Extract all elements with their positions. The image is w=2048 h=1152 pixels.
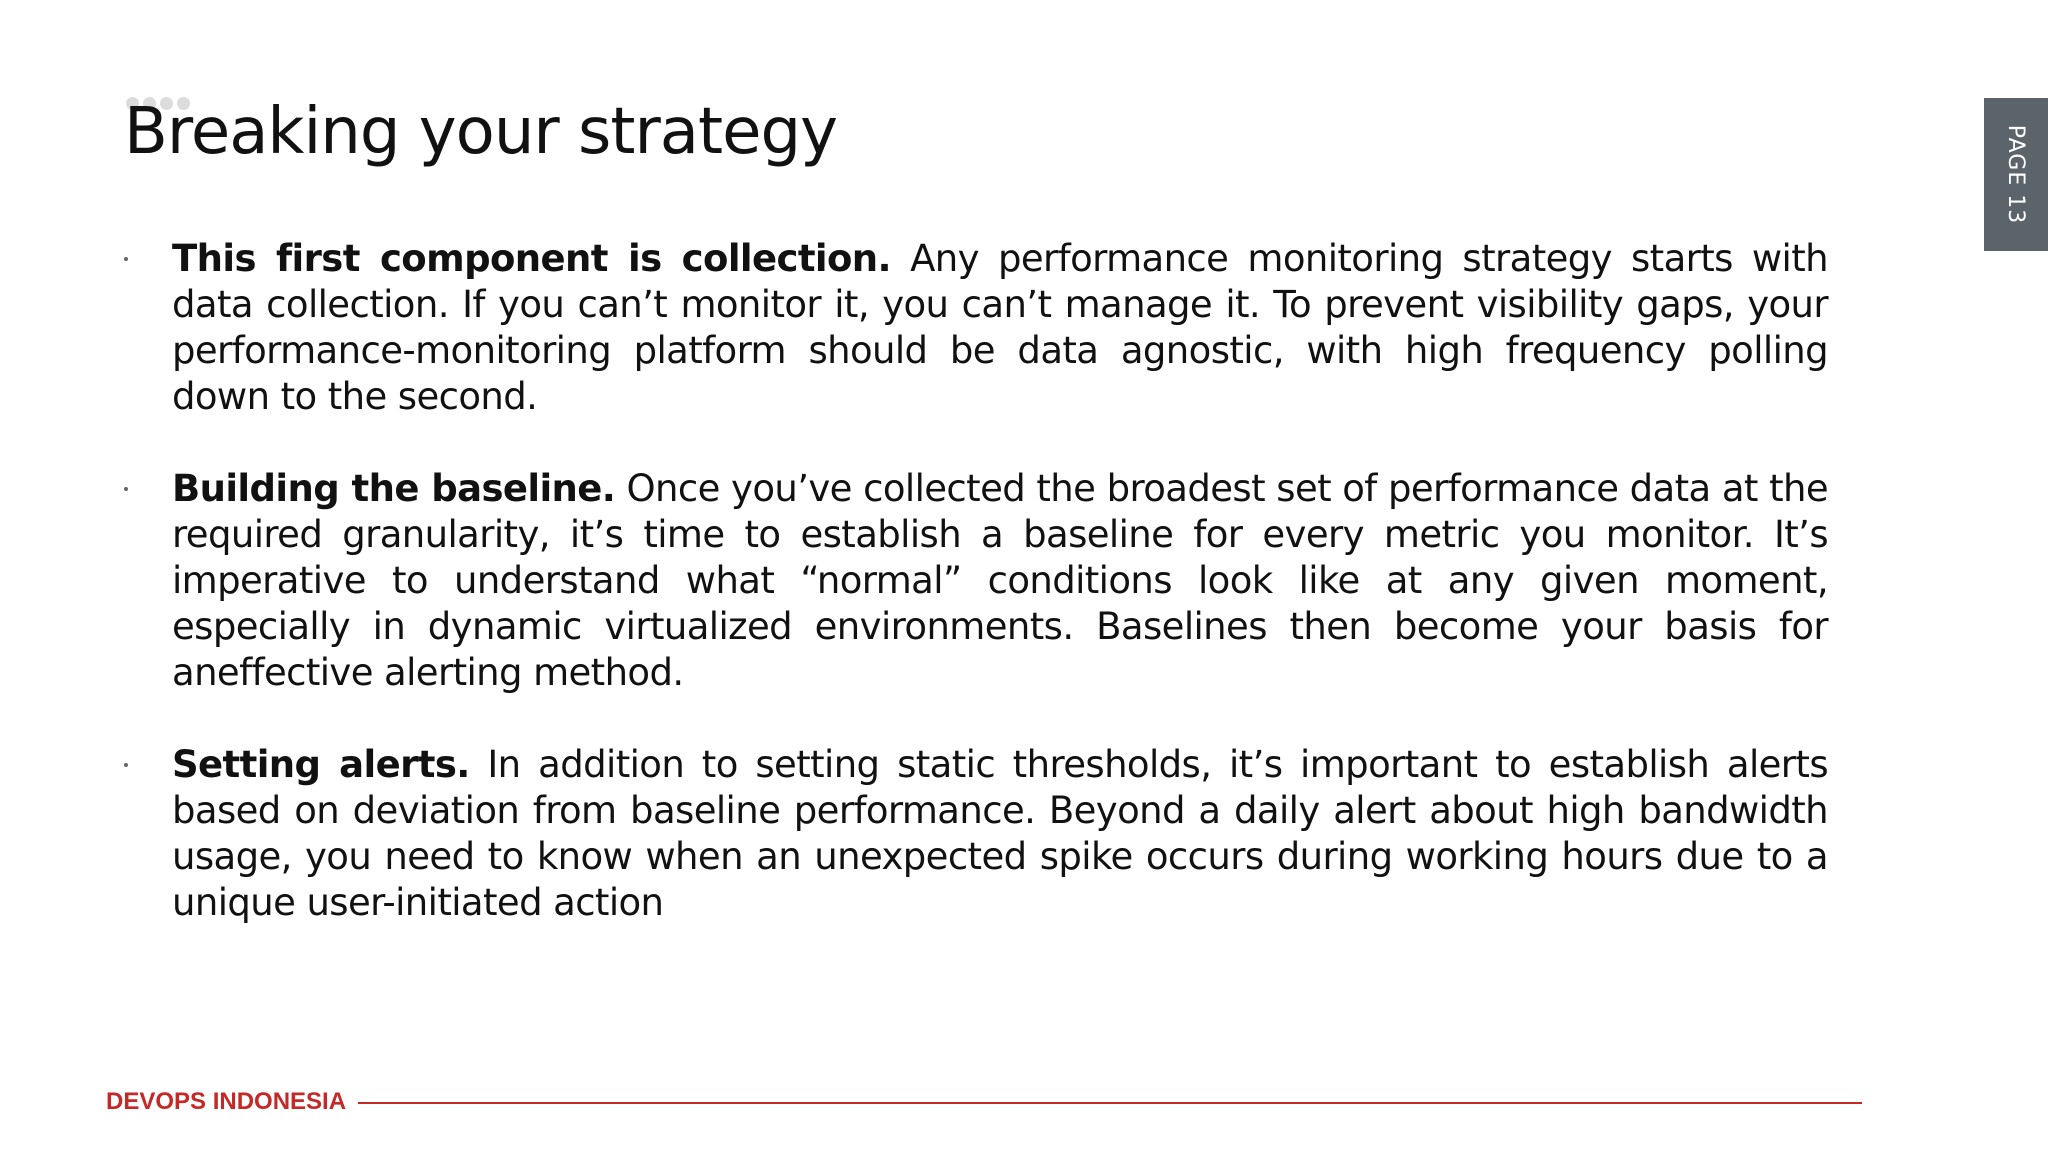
bullet-text: In addition to setting static thresholds, it’s important to establish alerts based on deviation from baseline performance. Beyond a daily alert about high bandwidth usage, you need to know when an unexpected spike occurs during working hours due to a unique user-initiated action	[172, 743, 1828, 924]
bullet-heading: This first component is collection.	[172, 237, 892, 280]
bullet-text: Once you’ve collected the broadest set of performance data at the required granularity, it’s time to establish a baseline for every metric you monitor. It’s imperative to understand what “normal” conditions look like at any given moment, especially in dynamic virtualized environments. Baselines then become your basis for aneffective alerting method.	[172, 467, 1828, 694]
bullet-item	[124, 236, 1828, 420]
bullet-dot-icon	[124, 257, 128, 261]
bullet-dot-icon	[124, 487, 128, 491]
bullet-item	[124, 466, 1828, 696]
slide-title: Breaking your strategy	[124, 95, 837, 169]
footer-divider	[358, 1102, 1862, 1104]
bullet-item	[124, 742, 1828, 926]
bullet-dot-icon	[124, 763, 128, 767]
bullet-text: Any performance monitoring strategy starts with data collection. If you can’t monitor it, you can’t manage it. To prevent visibility gaps, your performance-monitoring platform should be data agnostic, with high frequency polling down to the second.	[172, 237, 1828, 418]
page-number-tab	[1984, 98, 2048, 251]
footer-brand: DEVOPS INDONESIA	[106, 1088, 347, 1115]
bullet-heading: Setting alerts.	[172, 743, 470, 786]
bullet-list	[124, 236, 1828, 972]
page-number-label: PAGE 13	[2003, 124, 2029, 225]
bullet-heading: Building the baseline.	[172, 467, 616, 510]
